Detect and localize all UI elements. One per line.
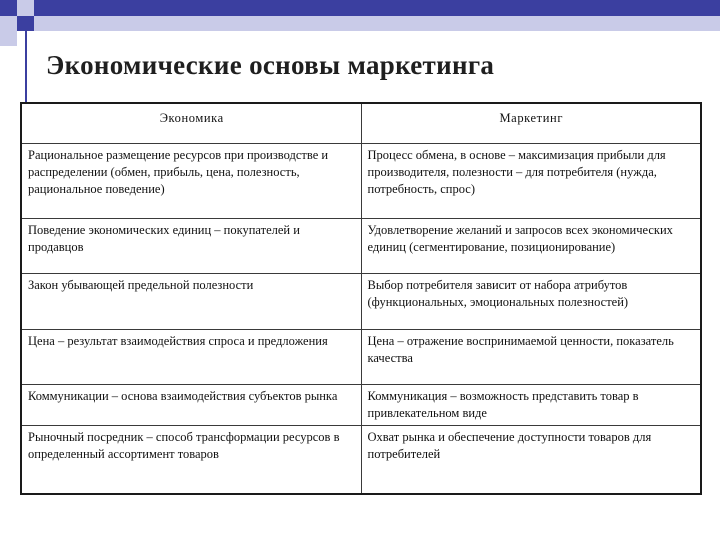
cell-marketing: Цена – отражение воспринимаемой ценности, показатель качества (361, 330, 701, 385)
cell-marketing: Процесс обмена, в основе – максимизация прибыли для производителя, полезности – для потребителя (нужда, потребность, спрос) (361, 144, 701, 219)
cell-marketing: Коммуникация – возможность представить товар в привлекательном виде (361, 385, 701, 426)
table-row (21, 219, 701, 274)
cell-marketing: Охват рынка и обеспечение доступности товаров для потребителей (361, 426, 701, 494)
table-row (21, 274, 701, 330)
table-row (21, 144, 701, 219)
decorative-band-light (50, 16, 720, 31)
slide-title: Экономические основы маркетинга (46, 50, 495, 80)
cell-economics: Коммуникации – основа взаимодействия субъектов рынка (21, 385, 361, 426)
deco-square-light (34, 16, 50, 31)
cell-marketing: Выбор потребителя зависит от набора атрибутов (функциональных, эмоциональных полезностей) (361, 274, 701, 330)
table-header-row (21, 103, 701, 144)
deco-square-light (0, 31, 17, 46)
deco-square-dark (17, 16, 34, 31)
cell-economics: Рациональное размещение ресурсов при производстве и распределении (обмен, прибыль, цена, полезность, рациональное поведение) (21, 144, 361, 219)
deco-square-dark (0, 0, 17, 16)
header-marketing: Маркетинг (361, 103, 701, 144)
deco-square-dark (34, 0, 50, 16)
header-economics: Экономика (21, 103, 361, 144)
cell-economics: Поведение экономических единиц – покупателей и продавцов (21, 219, 361, 274)
cell-economics: Цена – результат взаимодействия спроса и предложения (21, 330, 361, 385)
cell-economics: Рыночный посредник – способ трансформации ресурсов в определенный ассортимент товаров (21, 426, 361, 494)
table-row (21, 426, 701, 494)
decorative-vertical-line (25, 31, 27, 103)
cell-marketing: Удовлетворение желаний и запросов всех экономических единиц (сегментирование, позиционирование) (361, 219, 701, 274)
cell-economics: Закон убывающей предельной полезности (21, 274, 361, 330)
table-row (21, 385, 701, 426)
deco-square-light (0, 16, 17, 31)
deco-square-light (17, 0, 34, 16)
comparison-table (20, 102, 702, 495)
decorative-band-dark (50, 0, 720, 16)
table-row (21, 330, 701, 385)
